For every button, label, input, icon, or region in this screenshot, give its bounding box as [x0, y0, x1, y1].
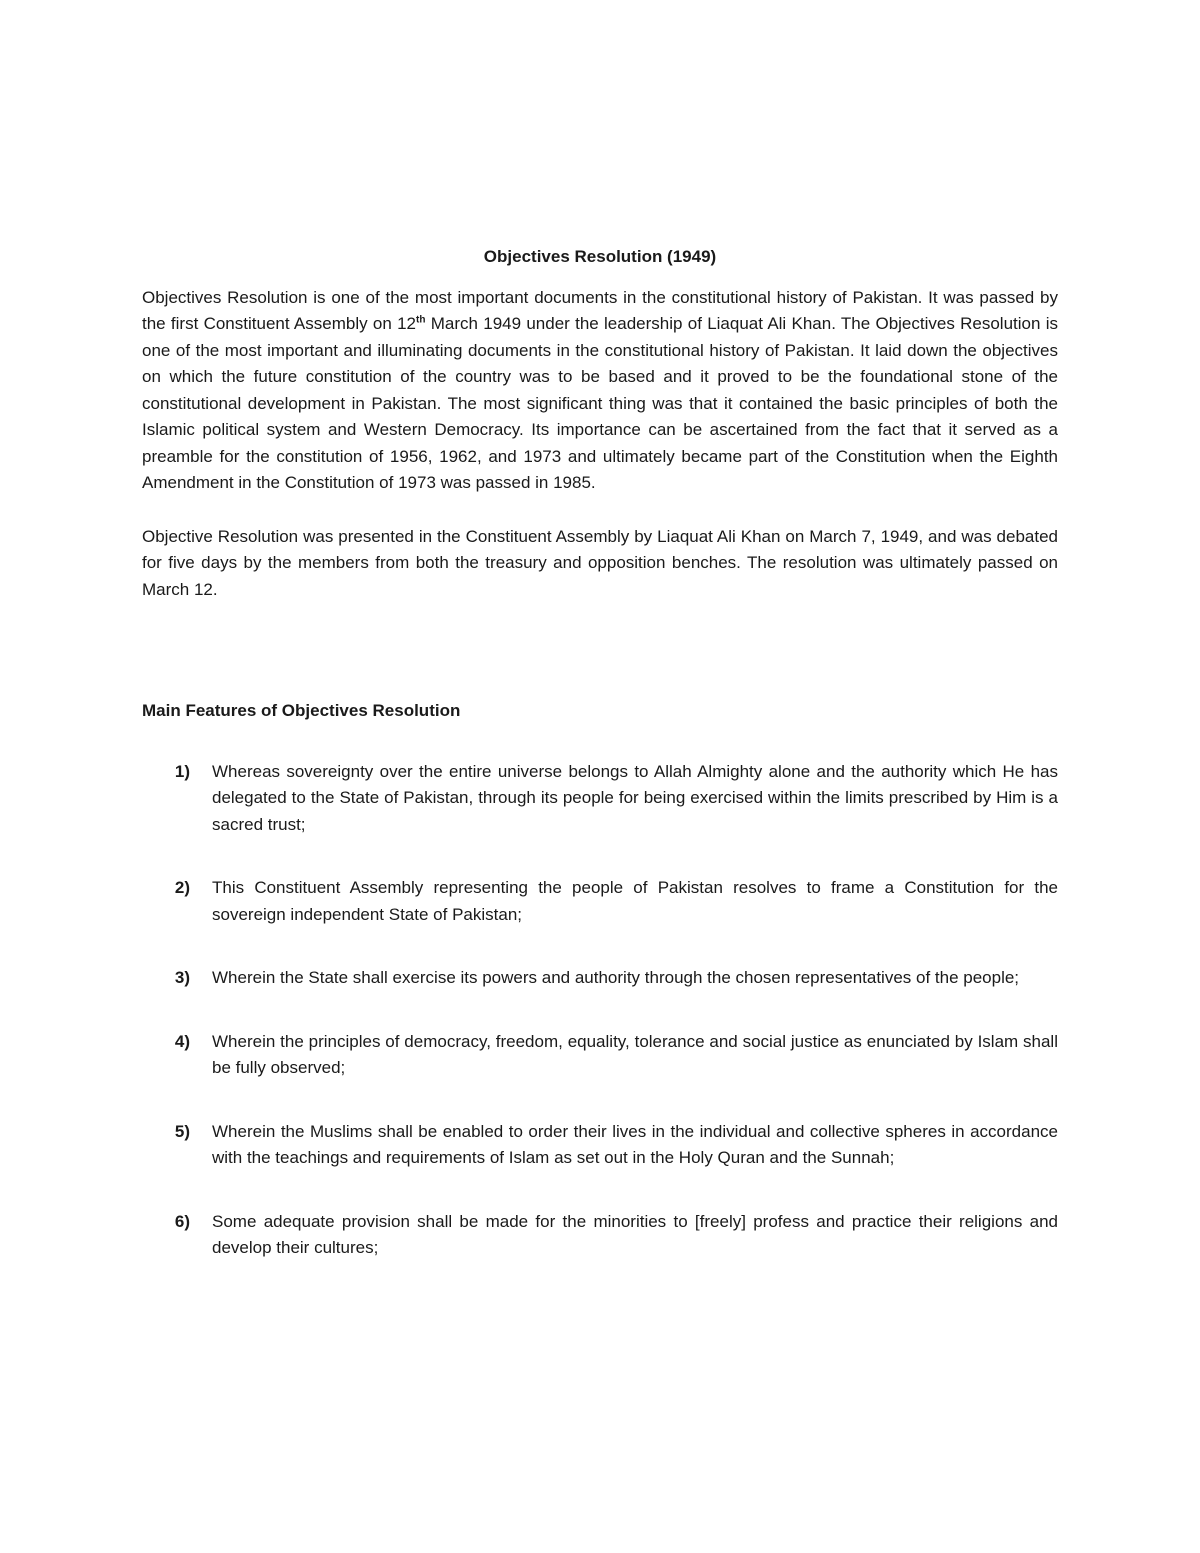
document-page	[142, 244, 1058, 1299]
item-number: 6)	[174, 1211, 190, 1231]
features-list	[142, 759, 1058, 1262]
item-text: Wherein the principles of democracy, freedom, equality, tolerance and social justice as enunciated by Islam shall be fully observed;	[212, 1031, 1058, 1077]
list-item	[142, 759, 1058, 839]
features-heading: Main Features of Objectives Resolution	[142, 701, 461, 720]
item-number: 1)	[174, 761, 190, 781]
presentation-paragraph: Objective Resolution was presented in the Constituent Assembly by Liaquat Ali Khan on March 7, 1949, and was debated for five days by the members from both the treasury and opposition benches. The resolution was ultimately passed on March 12.	[142, 526, 1058, 599]
item-text: This Constituent Assembly representing the people of Pakistan resolves to frame a Constitution for the sovereign independent State of Pakistan;	[212, 878, 1058, 924]
item-text: Whereas sovereignty over the entire universe belongs to Allah Almighty alone and the authority which He has delegated to the State of Pakistan, through its people for being exercised within the limits prescribed by Him is a sacred trust;	[212, 761, 1058, 834]
item-text: Wherein the State shall exercise its powers and authority through the chosen representatives of the people;	[212, 968, 1020, 987]
list-item	[142, 1029, 1058, 1082]
ordinal-suffix: th	[416, 314, 426, 326]
item-number: 3)	[174, 968, 190, 987]
list-item	[142, 1119, 1058, 1172]
item-number: 2)	[174, 878, 190, 897]
list-item	[142, 875, 1058, 928]
intro-text-part1: Objectives Resolution is one of the most important documents in the constitutional history of Pakistan. It was passed by the first Constituent Assembly on 12	[142, 287, 1058, 333]
intro-text-part2: March 1949 under the leadership of Liaquat Ali Khan. The Objectives Resolution is one of the most important and illuminating documents in the constitutional history of Pakistan. It laid down the objectives on which the future constitution of the country was to be based and it proved to be the foundational stone of the constitutional development in Pakistan. The most significant thing was that it contained the basic principles of both the Islamic political system and Western Democracy. Its importance can be ascertained from the fact that it served as a preamble for the constitution of 1956, 1962, and 1973 and ultimately became part of the Constitution when the Eighth Amendment in the Constitution of 1973 was passed in 1985.	[142, 314, 1058, 492]
item-number: 5)	[174, 1121, 190, 1141]
document-title: Objectives Resolution (1949)	[483, 247, 717, 266]
item-text: Wherein the Muslims shall be enabled to order their lives in the individual and collective spheres in accordance with the teachings and requirements of Islam as set out in the Holy Quran and the Sunnah;	[212, 1121, 1058, 1167]
list-item	[142, 1209, 1058, 1262]
intro-paragraph	[142, 285, 1058, 497]
list-item	[142, 965, 1058, 992]
item-text: Some adequate provision shall be made for the minorities to [freely] profess and practice their religions and develop their cultures;	[212, 1211, 1058, 1257]
item-number: 4)	[174, 1031, 190, 1051]
